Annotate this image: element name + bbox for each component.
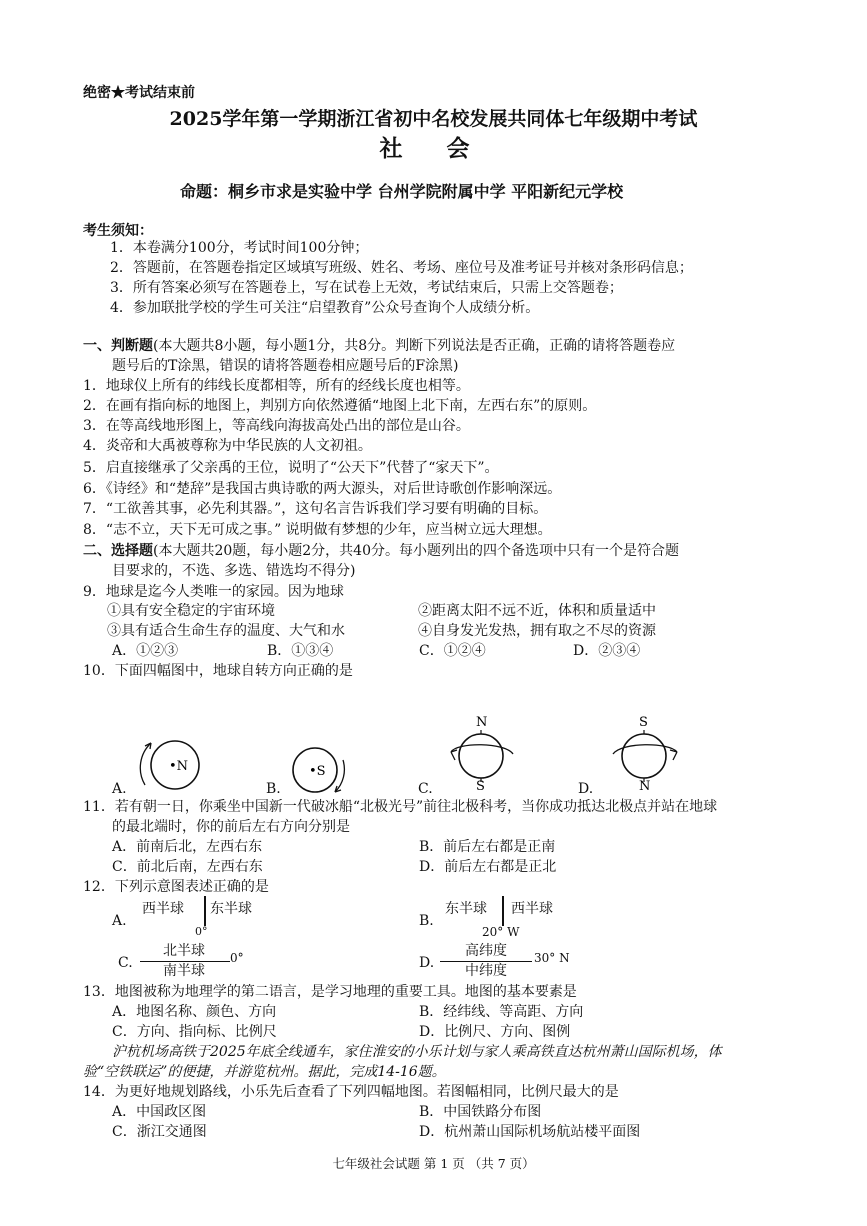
section2-desc: (本大题共20题，每小题2分，共40分。每小题列出的四个备选项中只有一个是符合题 [153, 543, 679, 559]
figure-c-bottom: S [476, 779, 485, 794]
figure-c-top: N [476, 715, 488, 730]
q12-option-a: A. [112, 913, 127, 929]
notice-item: 2．答题前，在答题卷指定区域填写班级、姓名、考场、座位号及准考证号并核对条形码信息； [110, 260, 693, 276]
section1-header [83, 336, 675, 356]
section2-heading: 二、选择题 [83, 543, 153, 559]
q10-figure-c [443, 712, 523, 792]
q9-option-c: C．①②④ [419, 643, 486, 659]
q9-statement-3: ③具有适合生命生存的温度、大气和水 [107, 623, 345, 639]
notice-item: 1．本卷满分100分，考试时间100分钟； [110, 240, 369, 256]
figure-d-top: S [639, 715, 648, 730]
confidential-mark: 绝密★考试结束前 [83, 85, 195, 101]
section1-desc: (本大题共8小题，每小题1分，共8分。判断下列说法是否正确，正确的请将答题卷应 [153, 338, 676, 354]
section1-desc-cont: 题号后的T涂黑，错误的请将答题卷相应题号后的F涂黑) [112, 358, 459, 374]
q14-option-d: D．杭州萧山国际机场航站楼平面图 [419, 1124, 641, 1140]
judge-item-3: 3．在等高线地形图上，等高线向海拔高处凸出的部位是山谷。 [83, 418, 470, 434]
q11-option-a: A．前南后北，左西右东 [112, 839, 263, 855]
q10-figure-a [125, 733, 215, 793]
q12-b-left: 东半球 [445, 901, 487, 917]
q14-stem: 14．为更好地规划路线，小乐先后查看了下列四幅地图。若图幅相同，比例尺最大的是 [83, 1084, 619, 1100]
q12-b-divider [502, 896, 504, 926]
notice-heading: 考生须知： [83, 223, 153, 239]
q10-figure-d [603, 712, 693, 792]
q13-option-d: D．比例尺、方向、图例 [419, 1024, 571, 1040]
passage-line-1: 沪杭机场高铁于2025年底全线通车，家住淮安的小乐计划与家人乘高铁直达杭州萧山国际机场，体 [112, 1044, 722, 1060]
q14-option-b: B．中国铁路分布图 [419, 1104, 542, 1120]
notice-item: 3．所有答案必须写在答题卷上，写在试卷上无效，考试结束后，只需上交答题卷； [110, 280, 623, 296]
q10-option-c: C. [418, 781, 433, 797]
q12-option-d: D. [419, 955, 435, 971]
figure-b-label: •S [309, 764, 326, 779]
section1-heading: 一、判断题 [83, 338, 153, 354]
q11-stem: 11．若有朝一日，你乘坐中国新一代破冰船“北极光号”前往北极科考，当你成功抵达北极点并站在地球 [83, 799, 718, 815]
q10-option-d: D. [578, 781, 594, 797]
q12-option-c: C. [118, 955, 133, 971]
q12-stem: 12．下列示意图表述正确的是 [83, 879, 269, 895]
q10-figure-b [285, 740, 365, 800]
q12-a-bottom: 0° [195, 925, 208, 938]
q12-d-top: 高纬度 [465, 943, 507, 959]
section2-header [83, 541, 679, 561]
page-footer: 七年级社会试题 第 1 页 （共 7 页） [332, 1156, 535, 1171]
q11-option-c: C．前北后南，左西右东 [112, 859, 263, 875]
q12-b-right: 西半球 [511, 901, 553, 917]
notice-item: 4．参加联批学校的学生可关注“启望教育”公众号查询个人成绩分析。 [110, 300, 540, 316]
q9-option-b: B．①③④ [267, 643, 334, 659]
judge-item-1: 1．地球仪上所有的纬线长度都相等，所有的经线长度也相等。 [83, 378, 470, 394]
q13-stem: 13．地图被称为地理学的第二语言，是学习地理的重要工具。地图的基本要素是 [83, 984, 577, 1000]
section2-desc-cont: 目要求的，不选、多选、错选均不得分) [112, 563, 356, 579]
q12-a-divider [204, 896, 206, 926]
judge-item-5: 5．启直接继承了父亲禹的王位，说明了“公天下”代替了“家天下”。 [83, 460, 499, 476]
q12-option-b: B. [419, 913, 434, 929]
q9-option-a: A．①②③ [112, 643, 179, 659]
q12-d-bottom: 中纬度 [465, 963, 507, 979]
q10-option-b: B. [266, 781, 281, 797]
exam-title: 2025学年第一学期浙江省初中名校发展共同体七年级期中考试 [169, 108, 698, 130]
q12-c-top: 北半球 [163, 943, 205, 959]
q12-c-right: 0° [230, 951, 244, 965]
exam-authors: 命题：桐乡市求是实验中学 台州学院附属中学 平阳新纪元学校 [180, 182, 624, 201]
q12-a-left: 西半球 [142, 901, 184, 917]
subject-title: 社 会 [379, 135, 488, 162]
q12-d-right: 30° N [534, 951, 570, 965]
q14-option-a: A．中国政区图 [112, 1104, 207, 1120]
q9-statement-2: ②距离太阳不远不近，体积和质量适中 [418, 603, 656, 619]
judge-item-4: 4．炎帝和大禹被尊称为中华民族的人文初祖。 [83, 438, 372, 454]
q10-stem: 10．下面四幅图中，地球自转方向正确的是 [83, 663, 353, 679]
q9-statement-4: ④自身发光发热，拥有取之不尽的资源 [418, 623, 656, 639]
q12-b-bottom: 20° W [482, 925, 520, 939]
q14-option-c: C．浙江交通图 [112, 1124, 207, 1140]
q9-option-d: D．②③④ [573, 643, 641, 659]
judge-item-7: 7．“工欲善其事，必先利其器。”，这句名言告诉我们学习要有明确的目标。 [83, 501, 548, 517]
q12-c-bottom: 南半球 [163, 963, 205, 979]
q11-stem-cont: 的最北端时，你的前后左右方向分别是 [112, 819, 350, 835]
q13-option-c: C．方向、指向标、比例尺 [112, 1024, 277, 1040]
q11-option-b: B．前后左右都是正南 [419, 839, 556, 855]
passage-line-2: 验“空铁联运”的便捷，并游览杭州。据此，完成14-16题。 [83, 1064, 446, 1080]
q13-option-a: A．地图名称、颜色、方向 [112, 1004, 277, 1020]
judge-item-2: 2．在画有指向标的地图上，判别方向依然遵循“地图上北下南，左西右东”的原则。 [83, 398, 597, 414]
judge-item-6: 6．《诗经》和“楚辞”是我国古典诗歌的两大源头，对后世诗歌创作影响深远。 [83, 481, 562, 497]
judge-item-8: 8．“志不立，天下无可成之事。” 说明做有梦想的少年，应当树立远大理想。 [83, 522, 552, 538]
q10-option-a: A. [112, 781, 127, 797]
figure-a-label: •N [169, 759, 189, 774]
q11-option-d: D．前后左右都是正北 [419, 859, 557, 875]
q12-a-right: 东半球 [210, 901, 252, 917]
q9-stem: 9．地球是迄今人类唯一的家园。因为地球 [83, 584, 344, 600]
figure-d-bottom: N [639, 779, 651, 794]
q13-option-b: B．经纬线、等高距、方向 [419, 1004, 584, 1020]
q9-statement-1: ①具有安全稳定的宇宙环境 [107, 603, 275, 619]
